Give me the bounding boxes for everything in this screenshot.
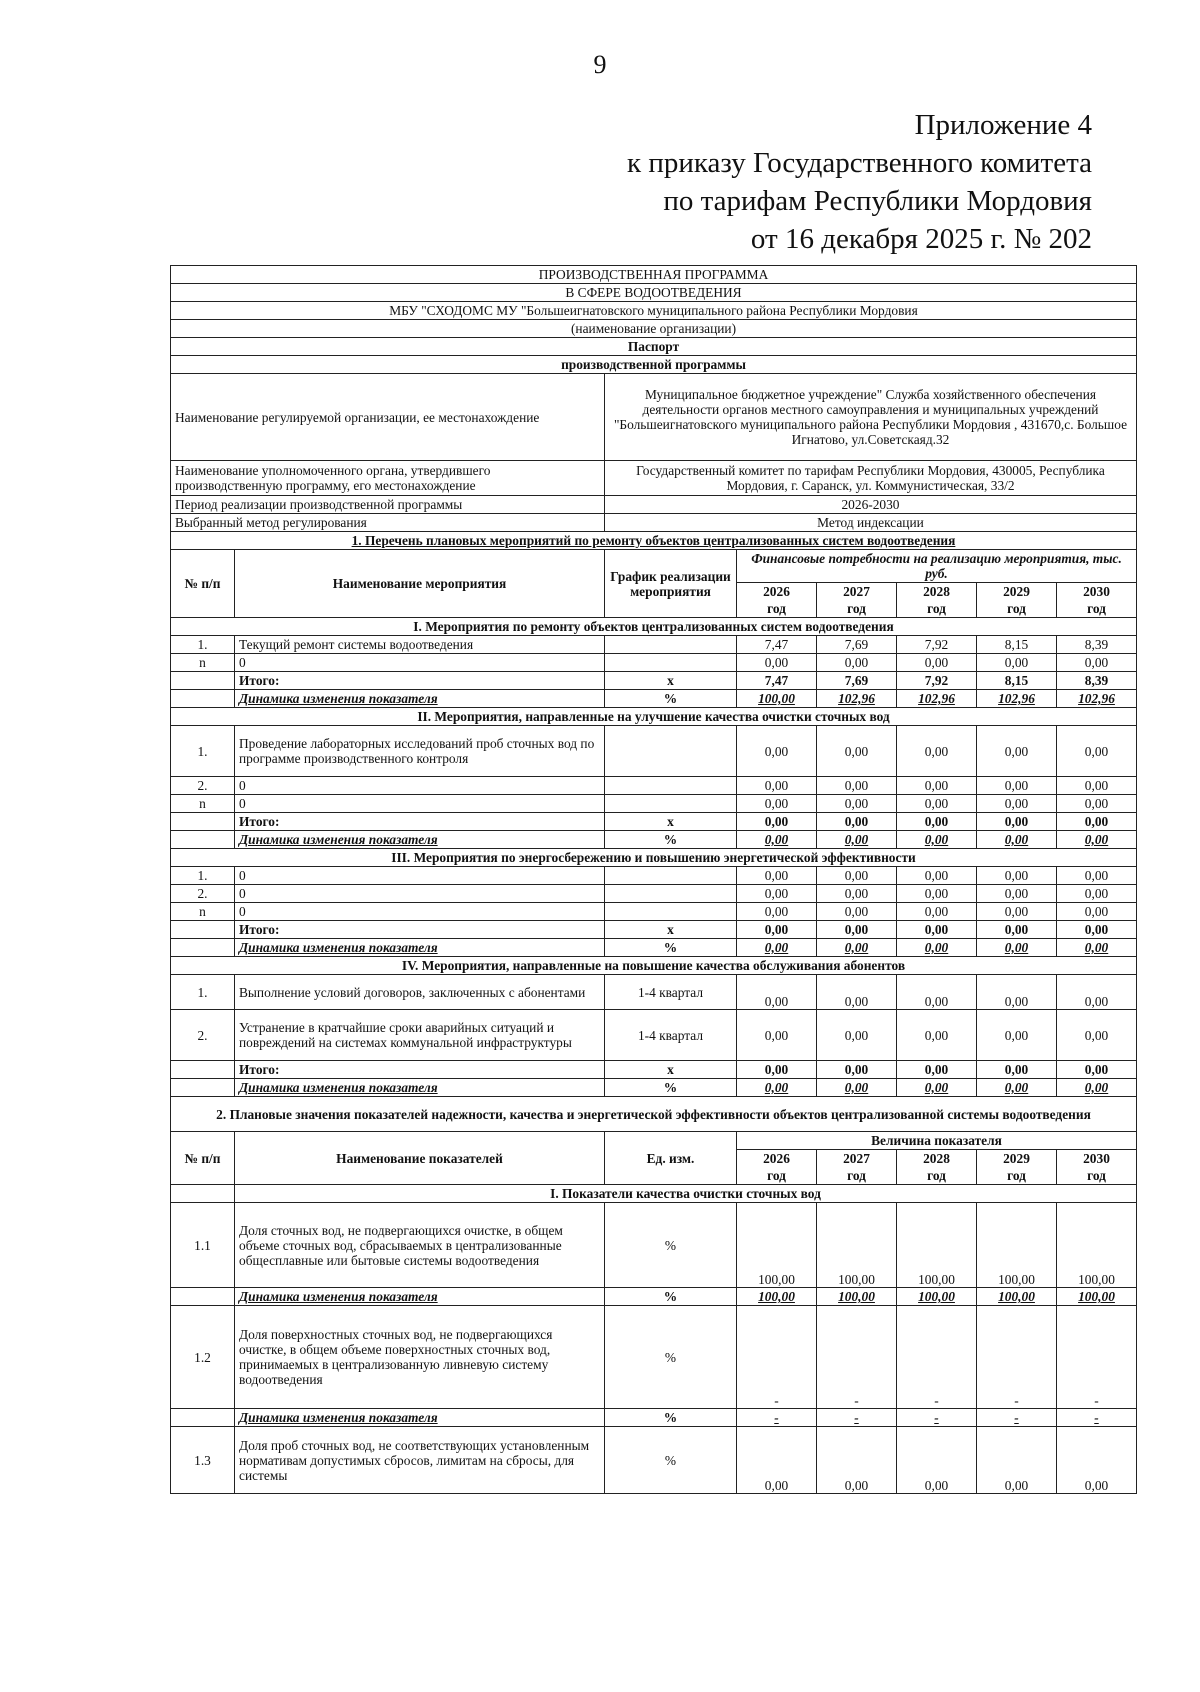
total-unit: x: [605, 672, 737, 690]
passport-value: 2026-2030: [605, 496, 1137, 514]
year-header: [737, 1150, 817, 1185]
col-unit-header: Ед. изм.: [605, 1132, 737, 1185]
row-value: 0,00: [817, 903, 897, 921]
section1-title-row: [171, 532, 1137, 550]
year-header: [817, 583, 897, 618]
group-title-row: [171, 957, 1137, 975]
row-value: 7,47: [737, 636, 817, 654]
passport-label: Период реализации производственной программы: [171, 496, 605, 514]
row-value: 0,00: [1057, 903, 1137, 921]
year-value: 2026: [763, 584, 790, 599]
dynamics-value: 102,96: [977, 690, 1057, 708]
table-row: [171, 975, 1137, 1010]
table-row: [171, 654, 1137, 672]
indicator-value: 0,00: [817, 1427, 897, 1494]
dynamics-unit: %: [605, 831, 737, 849]
passport-value: Государственный комитет по тарифам Республики Мордовия, 430005, Республика Мордовия, г. Саранск, ул. Коммунистическая, 33/2: [605, 461, 1137, 496]
row-value: 0,00: [1057, 1010, 1137, 1061]
year-unit: год: [847, 601, 866, 616]
row-value: 0,00: [817, 795, 897, 813]
group-title-row: [171, 708, 1137, 726]
dynamics-value: 0,00: [737, 939, 817, 957]
production-program-table: [170, 265, 1137, 1494]
row-schedule: [605, 726, 737, 777]
year-unit: год: [767, 601, 786, 616]
dynamics-row: [171, 1409, 1137, 1427]
dynamics-unit: %: [605, 939, 737, 957]
indicator-row: [171, 1203, 1137, 1288]
row-value: 7,92: [897, 636, 977, 654]
row-value: 0,00: [897, 867, 977, 885]
indicator-name: Доля проб сточных вод, не соответствующих установленным нормативам допустимых сбросов, лимитам на сбросы, для системы: [235, 1427, 605, 1494]
passport-value: Муниципальное бюджетное учреждение" Служба хозяйственного обеспечения деятельности органов местного самоуправления и муниципальных учреждений "Большеигнатовского муниципального района Республики Мордовия , 431670,с. Большое Игнатово, ул.Советскаяд.32: [605, 374, 1137, 461]
row-value: 0,00: [737, 885, 817, 903]
row-name: 0: [235, 654, 605, 672]
program-subtitle: В СФЕРЕ ВОДООТВЕДЕНИЯ: [171, 284, 1137, 302]
dynamics-value: 102,96: [1057, 690, 1137, 708]
row-name: Выполнение условий договоров, заключенных с абонентами: [235, 975, 605, 1010]
total-row: [171, 813, 1137, 831]
total-value: 7,92: [897, 672, 977, 690]
row-number: 2.: [171, 885, 235, 903]
program-title: ПРОИЗВОДСТВЕННАЯ ПРОГРАММА: [171, 266, 1137, 284]
total-value: 0,00: [737, 1061, 817, 1079]
row-name: Устранение в кратчайшие сроки аварийных ситуаций и повреждений на системах коммунальной инфраструктуры: [235, 1010, 605, 1061]
row-value: 0,00: [817, 1010, 897, 1061]
row-schedule: [605, 885, 737, 903]
dynamics-row: [171, 1288, 1137, 1306]
row-value: 0,00: [1057, 867, 1137, 885]
col-schedule-header: График реализации мероприятия: [605, 550, 737, 618]
row-name: 0: [235, 777, 605, 795]
table-row: [171, 1010, 1137, 1061]
indicator-row: [171, 1427, 1137, 1494]
dynamics-value: 100,00: [897, 1288, 977, 1306]
total-empty: [171, 813, 235, 831]
indicator-value: 0,00: [977, 1427, 1057, 1494]
group-empty: [171, 1185, 235, 1203]
row-value: 0,00: [817, 885, 897, 903]
year-unit: год: [1087, 1168, 1106, 1183]
year-unit: год: [767, 1168, 786, 1183]
indicator-value: -: [737, 1306, 817, 1409]
passport-label: Выбранный метод регулирования: [171, 514, 605, 532]
year-value: 2026: [763, 1151, 790, 1166]
indicator-value: 0,00: [737, 1427, 817, 1494]
total-value: 8,15: [977, 672, 1057, 690]
indicator-value: 100,00: [737, 1203, 817, 1288]
row-value: 7,69: [817, 636, 897, 654]
row-value: 0,00: [737, 795, 817, 813]
total-row: [171, 672, 1137, 690]
section1-header-row: [171, 550, 1137, 583]
row-schedule: [605, 654, 737, 672]
program-subtitle-row: [171, 284, 1137, 302]
passport-row: [171, 496, 1137, 514]
total-label: Итого:: [235, 672, 605, 690]
year-unit: год: [1007, 601, 1026, 616]
row-number: 2.: [171, 777, 235, 795]
row-value: 8,39: [1057, 636, 1137, 654]
section1-title: 1. Перечень плановых мероприятий по ремонту объектов централизованных систем водоотведения: [171, 532, 1137, 550]
total-label: Итого:: [235, 921, 605, 939]
dynamics-value: 100,00: [1057, 1288, 1137, 1306]
total-row: [171, 921, 1137, 939]
indicator-name: Доля сточных вод, не подвергающихся очистке, в общем объеме сточных вод, сбрасываемых в централизованные общесплавные или бытовые системы водоотведения: [235, 1203, 605, 1288]
row-value: 0,00: [737, 867, 817, 885]
row-value: 0,00: [977, 867, 1057, 885]
dynamics-unit: %: [605, 1409, 737, 1427]
dynamics-value: 0,00: [1057, 1079, 1137, 1097]
row-value: 8,15: [977, 636, 1057, 654]
row-schedule: [605, 867, 737, 885]
row-value: 0,00: [897, 654, 977, 672]
total-value: 0,00: [737, 813, 817, 831]
indicator-number: 1.3: [171, 1427, 235, 1494]
dynamics-label: Динамика изменения показателя: [235, 690, 605, 708]
dynamics-unit: %: [605, 690, 737, 708]
row-value: 0,00: [977, 654, 1057, 672]
year-header: [897, 583, 977, 618]
group-title: III. Мероприятия по энергосбережению и повышению энергетической эффективности: [171, 849, 1137, 867]
passport-label: Наименование уполномоченного органа, утвердившего производственную программу, его местонахождение: [171, 461, 605, 496]
row-value: 0,00: [1057, 654, 1137, 672]
year-unit: год: [847, 1168, 866, 1183]
indicator-value: 100,00: [1057, 1203, 1137, 1288]
year-unit: год: [927, 601, 946, 616]
col-value-header: Величина показателя: [737, 1132, 1137, 1150]
total-value: 0,00: [977, 1061, 1057, 1079]
year-value: 2029: [1003, 1151, 1030, 1166]
year-header: [817, 1150, 897, 1185]
table-body: [171, 266, 1137, 1494]
year-header: [977, 1150, 1057, 1185]
indicator-name: Доля поверхностных сточных вод, не подвергающихся очистке, в общем объеме поверхностных сточных вод, принимаемых в централизованную ливневую систему водоотведения: [235, 1306, 605, 1409]
dynamics-value: 0,00: [737, 1079, 817, 1097]
indicator-value: 0,00: [897, 1427, 977, 1494]
year-value: 2030: [1083, 1151, 1110, 1166]
organization-name-row: [171, 302, 1137, 320]
total-value: 0,00: [977, 813, 1057, 831]
indicator-value: -: [897, 1306, 977, 1409]
dynamics-value: -: [897, 1409, 977, 1427]
dynamics-empty: [171, 1079, 235, 1097]
total-value: 0,00: [817, 813, 897, 831]
dynamics-value: -: [737, 1409, 817, 1427]
dynamics-unit: %: [605, 1079, 737, 1097]
row-name: Текущий ремонт системы водоотведения: [235, 636, 605, 654]
passport-row: [171, 461, 1137, 496]
group-title: II. Мероприятия, направленные на улучшение качества очистки сточных вод: [171, 708, 1137, 726]
row-number: n: [171, 795, 235, 813]
total-unit: x: [605, 813, 737, 831]
passport-title: Паспорт: [171, 338, 1137, 356]
dynamics-value: 0,00: [897, 939, 977, 957]
dynamics-label: Динамика изменения показателя: [235, 1288, 605, 1306]
dynamics-value: 100,00: [737, 1288, 817, 1306]
dynamics-label: Динамика изменения показателя: [235, 831, 605, 849]
group-title: I. Мероприятия по ремонту объектов централизованных систем водоотведения: [171, 618, 1137, 636]
row-value: 0,00: [737, 654, 817, 672]
row-name: 0: [235, 867, 605, 885]
year-unit: год: [927, 1168, 946, 1183]
row-value: 0,00: [977, 975, 1057, 1010]
row-value: 0,00: [737, 975, 817, 1010]
total-value: 7,47: [737, 672, 817, 690]
row-number: 2.: [171, 1010, 235, 1061]
row-value: 0,00: [817, 777, 897, 795]
dynamics-value: 100,00: [817, 1288, 897, 1306]
dynamics-value: 0,00: [977, 831, 1057, 849]
indicator-value: -: [1057, 1306, 1137, 1409]
indicator-number: 1.2: [171, 1306, 235, 1409]
row-value: 0,00: [977, 777, 1057, 795]
total-empty: [171, 1061, 235, 1079]
row-number: 1.: [171, 867, 235, 885]
page-number: 9: [593, 50, 607, 79]
dynamics-value: -: [817, 1409, 897, 1427]
dynamics-value: 0,00: [1057, 939, 1137, 957]
row-value: 0,00: [897, 903, 977, 921]
group-title-row: [171, 618, 1137, 636]
row-name: 0: [235, 903, 605, 921]
dynamics-row: [171, 831, 1137, 849]
passport-subtitle-row: [171, 356, 1137, 374]
total-label: Итого:: [235, 813, 605, 831]
dynamics-value: 0,00: [817, 939, 897, 957]
row-schedule: 1-4 квартал: [605, 1010, 737, 1061]
indicator-value: 100,00: [897, 1203, 977, 1288]
dynamics-value: -: [977, 1409, 1057, 1427]
dynamics-value: 102,96: [897, 690, 977, 708]
year-header: [1057, 583, 1137, 618]
row-value: 0,00: [817, 975, 897, 1010]
row-value: 0,00: [737, 903, 817, 921]
dynamics-label: Динамика изменения показателя: [235, 1409, 605, 1427]
dynamics-value: 0,00: [817, 831, 897, 849]
row-schedule: [605, 795, 737, 813]
year-header: [1057, 1150, 1137, 1185]
indicator-value: 100,00: [977, 1203, 1057, 1288]
dynamics-value: 0,00: [897, 1079, 977, 1097]
group-title: I. Показатели качества очистки сточных вод: [235, 1185, 1137, 1203]
total-value: 8,39: [1057, 672, 1137, 690]
indicator-number: 1.1: [171, 1203, 235, 1288]
organization-caption-row: [171, 320, 1137, 338]
total-value: 0,00: [1057, 921, 1137, 939]
total-value: 0,00: [817, 1061, 897, 1079]
row-value: 0,00: [737, 726, 817, 777]
col-finance-header: Финансовые потребности на реализацию мероприятия, тыс. руб.: [737, 550, 1137, 583]
indicator-value: -: [817, 1306, 897, 1409]
row-number: n: [171, 654, 235, 672]
row-value: 0,00: [977, 726, 1057, 777]
dynamics-empty: [171, 939, 235, 957]
row-name: 0: [235, 795, 605, 813]
year-value: 2029: [1003, 584, 1030, 599]
passport-row: [171, 514, 1137, 532]
row-value: 0,00: [897, 777, 977, 795]
row-schedule: 1-4 квартал: [605, 975, 737, 1010]
row-number: 1.: [171, 636, 235, 654]
row-value: 0,00: [897, 975, 977, 1010]
table-row: [171, 636, 1137, 654]
row-value: 0,00: [737, 777, 817, 795]
group-title-row: [171, 1185, 1137, 1203]
row-value: 0,00: [1057, 975, 1137, 1010]
col-num-header: № п/п: [171, 550, 235, 618]
row-value: 0,00: [1057, 777, 1137, 795]
total-value: 7,69: [817, 672, 897, 690]
passport-row: [171, 374, 1137, 461]
dynamics-empty: [171, 1288, 235, 1306]
row-name: 0: [235, 885, 605, 903]
indicator-row: [171, 1306, 1137, 1409]
indicator-unit: %: [605, 1427, 737, 1494]
row-value: 0,00: [737, 1010, 817, 1061]
total-unit: x: [605, 1061, 737, 1079]
row-value: 0,00: [817, 654, 897, 672]
annex-block: [627, 106, 1092, 258]
organization-caption: (наименование организации): [171, 320, 1137, 338]
group-title: IV. Мероприятия, направленные на повышение качества обслуживания абонентов: [171, 957, 1137, 975]
dynamics-empty: [171, 1409, 235, 1427]
row-value: 0,00: [897, 1010, 977, 1061]
dynamics-value: 100,00: [977, 1288, 1057, 1306]
indicator-unit: %: [605, 1203, 737, 1288]
row-number: 1.: [171, 975, 235, 1010]
row-value: 0,00: [897, 726, 977, 777]
dynamics-value: 0,00: [977, 1079, 1057, 1097]
total-value: 0,00: [977, 921, 1057, 939]
year-value: 2028: [923, 1151, 950, 1166]
row-value: 0,00: [1057, 726, 1137, 777]
total-unit: x: [605, 921, 737, 939]
col-name-header: Наименование показателей: [235, 1132, 605, 1185]
dynamics-value: 0,00: [977, 939, 1057, 957]
section2-title-row: [171, 1097, 1137, 1132]
dynamics-empty: [171, 831, 235, 849]
indicator-unit: %: [605, 1306, 737, 1409]
dynamics-value: 100,00: [737, 690, 817, 708]
dynamics-value: 0,00: [897, 831, 977, 849]
total-row: [171, 1061, 1137, 1079]
section2-header-row: [171, 1132, 1137, 1150]
row-value: 0,00: [817, 726, 897, 777]
dynamics-empty: [171, 690, 235, 708]
year-unit: год: [1087, 601, 1106, 616]
passport-subtitle: производственной программы: [171, 356, 1137, 374]
annex-line-4: от 16 декабря 2025 г. № 202: [750, 223, 1092, 255]
dynamics-value: -: [1057, 1409, 1137, 1427]
total-value: 0,00: [817, 921, 897, 939]
row-name: Проведение лабораторных исследований проб сточных вод по программе производственного контроля: [235, 726, 605, 777]
row-number: n: [171, 903, 235, 921]
year-header: [897, 1150, 977, 1185]
col-num-header: № п/п: [171, 1132, 235, 1185]
dynamics-row: [171, 939, 1137, 957]
indicator-value: 0,00: [1057, 1427, 1137, 1494]
total-value: 0,00: [1057, 1061, 1137, 1079]
row-value: 0,00: [977, 795, 1057, 813]
total-value: 0,00: [897, 813, 977, 831]
total-empty: [171, 672, 235, 690]
passport-label: Наименование регулируемой организации, ее местонахождение: [171, 374, 605, 461]
row-schedule: [605, 903, 737, 921]
row-value: 0,00: [977, 1010, 1057, 1061]
table-row: [171, 885, 1137, 903]
total-value: 0,00: [1057, 813, 1137, 831]
col-name-header: Наименование мероприятия: [235, 550, 605, 618]
dynamics-row: [171, 690, 1137, 708]
passport-title-row: [171, 338, 1137, 356]
row-value: 0,00: [977, 885, 1057, 903]
total-value: 0,00: [897, 1061, 977, 1079]
table-row: [171, 795, 1137, 813]
row-value: 0,00: [817, 867, 897, 885]
row-value: 0,00: [1057, 885, 1137, 903]
annex-line-1: Приложение 4: [914, 109, 1092, 141]
row-schedule: [605, 636, 737, 654]
year-value: 2030: [1083, 584, 1110, 599]
row-value: 0,00: [897, 795, 977, 813]
indicator-value: 100,00: [817, 1203, 897, 1288]
total-value: 0,00: [737, 921, 817, 939]
table-row: [171, 777, 1137, 795]
total-empty: [171, 921, 235, 939]
table-row: [171, 726, 1137, 777]
dynamics-row: [171, 1079, 1137, 1097]
dynamics-value: 102,96: [817, 690, 897, 708]
row-value: 0,00: [897, 885, 977, 903]
annex-line-3: по тарифам Республики Мордовия: [663, 185, 1092, 217]
total-label: Итого:: [235, 1061, 605, 1079]
year-header: [737, 583, 817, 618]
row-value: 0,00: [1057, 795, 1137, 813]
year-value: 2028: [923, 584, 950, 599]
dynamics-value: 0,00: [817, 1079, 897, 1097]
year-value: 2027: [843, 584, 870, 599]
total-value: 0,00: [897, 921, 977, 939]
dynamics-unit: %: [605, 1288, 737, 1306]
row-number: 1.: [171, 726, 235, 777]
passport-value: Метод индексации: [605, 514, 1137, 532]
annex-line-2: к приказу Государственного комитета: [626, 147, 1092, 179]
dynamics-value: 0,00: [737, 831, 817, 849]
table-row: [171, 903, 1137, 921]
year-value: 2027: [843, 1151, 870, 1166]
indicator-value: -: [977, 1306, 1057, 1409]
dynamics-label: Динамика изменения показателя: [235, 1079, 605, 1097]
table-row: [171, 867, 1137, 885]
dynamics-label: Динамика изменения показателя: [235, 939, 605, 957]
organization-name: МБУ "СХОДОМС МУ "Большеигнатовского муниципального района Республики Мордовия: [171, 302, 1137, 320]
year-unit: год: [1007, 1168, 1026, 1183]
row-schedule: [605, 777, 737, 795]
program-title-row: [171, 266, 1137, 284]
row-value: 0,00: [977, 903, 1057, 921]
dynamics-value: 0,00: [1057, 831, 1137, 849]
group-title-row: [171, 849, 1137, 867]
year-header: [977, 583, 1057, 618]
section2-title: 2. Плановые значения показателей надежности, качества и энергетической эффективности объектов централизованной системы водоотведения: [171, 1097, 1137, 1132]
